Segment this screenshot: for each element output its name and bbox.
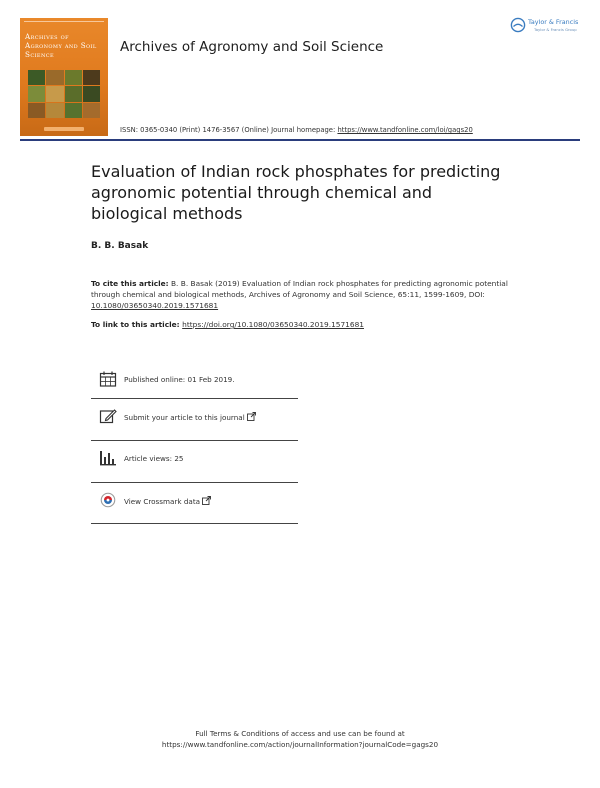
submit-article-row-text (124, 412, 256, 422)
article-title: Evaluation of Indian rock phosphates for predicting agronomic potential through chemical and biological methods (91, 162, 501, 223)
cover-photo-tile (65, 103, 82, 118)
external-link-icon (202, 496, 211, 505)
cover-photo-tile (46, 70, 63, 85)
footer (0, 728, 600, 750)
edit-icon (99, 408, 117, 424)
view-crossmark-link[interactable]: View Crossmark data (124, 497, 201, 506)
citation-text: B. B. Basak (2019) Evaluation of Indian rock phosphates for predicting agronomic potential through chemical and biological methods, Archives of Agronomy and Soil Science, 65:11, 1599-1609, DOI: (91, 279, 508, 300)
crossmark-icon (99, 492, 117, 508)
cover-photo-tile (83, 86, 100, 101)
publisher-logo-name: Taylor & Francis (528, 18, 579, 26)
row-divider (91, 398, 298, 399)
article-doi-url-link[interactable]: https://doi.org/10.1080/03650340.2019.1571681 (182, 320, 364, 329)
citation-block (91, 278, 511, 312)
cover-publisher-mark (44, 127, 84, 131)
row-divider (91, 440, 298, 441)
article-link-line (91, 320, 364, 329)
journal-title: Archives of Agronomy and Soil Science (120, 39, 384, 55)
external-link-icon (247, 412, 256, 421)
cover-photo-tile (83, 103, 100, 118)
publisher-logo-group: Taylor & Francis Group (534, 27, 577, 32)
publisher-logo-icon (510, 17, 526, 33)
cover-photo-tile (46, 86, 63, 101)
header-divider (20, 139, 580, 141)
journal-homepage-link[interactable]: https://www.tandfonline.com/loi/gags20 (337, 126, 473, 134)
bar-chart-icon (99, 450, 117, 466)
cover-photo-tile (28, 86, 45, 101)
calendar-icon (99, 371, 117, 387)
cover-title: Archives of Agronomy and Soil Science (25, 32, 97, 59)
crossmark-row-text (124, 496, 211, 506)
cover-photo-tile (83, 70, 100, 85)
article-link-label: To link to this article: (91, 320, 183, 329)
published-online-text: Published online: 01 Feb 2019. (124, 375, 235, 384)
article-views-text: Article views: 25 (124, 454, 184, 463)
footer-journal-info-link[interactable]: https://www.tandfonline.com/action/journalInformation?journalCode=gags20 (161, 740, 439, 749)
row-divider (91, 482, 298, 483)
submit-article-row[interactable] (91, 404, 298, 441)
article-views-row (91, 446, 298, 483)
publisher-logo (510, 17, 579, 35)
published-online-row (91, 367, 298, 399)
cover-top-line (24, 21, 104, 26)
cover-photo-tile (46, 103, 63, 118)
journal-cover-image (20, 18, 108, 136)
issn-line (120, 126, 473, 134)
submit-article-link[interactable]: Submit your article to this journal (124, 413, 245, 422)
cover-photo-mosaic (28, 70, 100, 118)
cover-photo-tile (65, 86, 82, 101)
doi-link[interactable]: 10.1080/03650340.2019.1571681 (91, 301, 219, 311)
footer-terms-text: Full Terms & Conditions of access and use can be found at (195, 729, 405, 738)
crossmark-row[interactable] (91, 488, 298, 524)
cover-photo-tile (28, 103, 45, 118)
issn-text: ISSN: 0365-0340 (Print) 1476-3567 (Online) Journal homepage: (120, 126, 338, 134)
article-author: B. B. Basak (91, 241, 149, 251)
cover-photo-tile (28, 70, 45, 85)
row-divider (91, 523, 298, 524)
cover-photo-tile (65, 70, 82, 85)
citation-label: To cite this article: (91, 279, 169, 288)
